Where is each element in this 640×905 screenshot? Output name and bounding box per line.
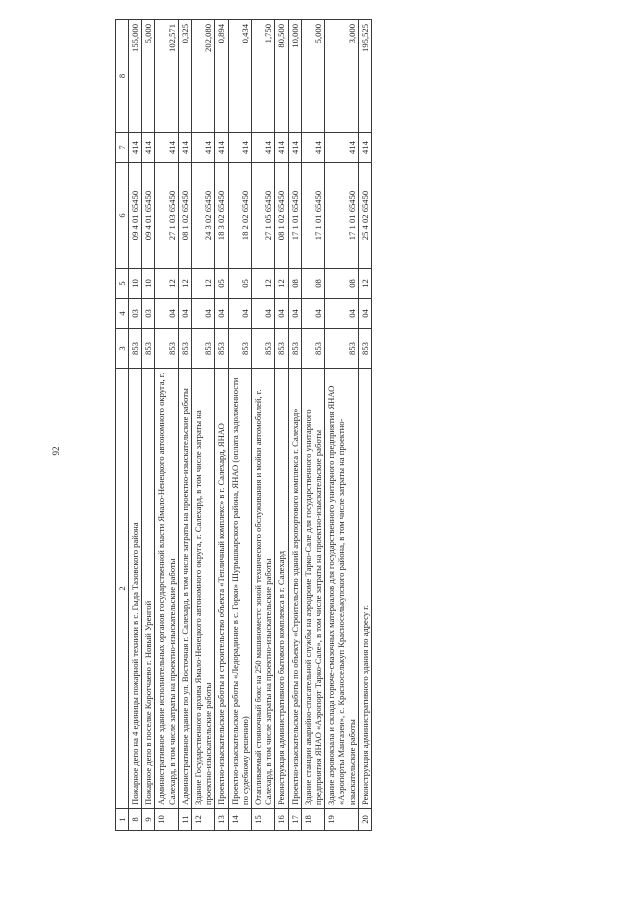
object-name: Административное здание исполнительных органов государственной власти Ямало-Ненецкого автономного округа, г. Салехард, в том числе затраты на проектно-изыскательские работы (155, 369, 178, 809)
amount: 3,000 (325, 20, 359, 133)
subsection-code: 12 (178, 269, 191, 299)
table-row (228, 20, 251, 831)
section-code: 04 (155, 299, 178, 329)
expense-type: 414 (155, 133, 178, 163)
subsection-code: 08 (325, 269, 359, 299)
table-row (301, 20, 324, 831)
expense-type: 414 (228, 133, 251, 163)
subsection-code: 12 (275, 269, 288, 299)
object-name: Проектно-изыскательские работы «Ледорадиние в с. Горки» Шурышкарского района, ЯНАО (оплата задолженности по судебному решению) (228, 369, 251, 809)
budget-table (115, 19, 372, 831)
row-number: 10 (155, 809, 178, 831)
column-number: 1 (116, 809, 129, 831)
department-code: 853 (129, 329, 142, 369)
section-code: 03 (129, 299, 142, 329)
row-number: 20 (358, 809, 371, 831)
column-number: 8 (116, 20, 129, 133)
target-article: 09 4 01 65450 (142, 163, 155, 269)
table-row (178, 20, 191, 831)
amount: 0,434 (228, 20, 251, 133)
table-row (129, 20, 142, 831)
page-number: 92 (51, 446, 61, 456)
object-name: Здание аэровокзала и склада горюче-смазочных материалов для государственного унитарного предприятия ЯНАО «Аэропорты Мангазеи», с. Красноселькуп Красноселькупского района, в том числе затраты на проектно-изыскательские работы (325, 369, 359, 809)
object-name: Проектно-изыскательские работы и строительство объекта «Тепличный комплекс» в г. Салехард, ЯНАО (215, 369, 228, 809)
subsection-code: 10 (129, 269, 142, 299)
table-row (275, 20, 288, 831)
table-row (358, 20, 371, 831)
subsection-code: 12 (252, 269, 275, 299)
target-article: 09 4 01 65450 (129, 163, 142, 269)
object-name: Здание Государственного архива Ямало-Ненецкого автономного округа, г. Салехард, в том числе затраты на проектно-изыскательские работы (192, 369, 215, 809)
section-code: 04 (288, 299, 301, 329)
amount: 195,525 (358, 20, 371, 133)
subsection-code: 12 (192, 269, 215, 299)
expense-type: 414 (215, 133, 228, 163)
department-code: 853 (142, 329, 155, 369)
section-code: 04 (252, 299, 275, 329)
object-name: Пожарное депо в поселке Коротчаево г. Новый Уренгой (142, 369, 155, 809)
column-number: 4 (116, 299, 129, 329)
subsection-code: 12 (155, 269, 178, 299)
target-article: 08 1 02 65450 (178, 163, 191, 269)
subsection-code: 08 (288, 269, 301, 299)
subsection-code: 05 (215, 269, 228, 299)
column-number: 3 (116, 329, 129, 369)
target-article: 18 2 02 65450 (228, 163, 251, 269)
target-article: 27 1 05 65450 (252, 163, 275, 269)
section-code: 03 (142, 299, 155, 329)
target-article: 17 1 01 65450 (288, 163, 301, 269)
row-number: 19 (325, 809, 359, 831)
section-code: 04 (228, 299, 251, 329)
department-code: 853 (288, 329, 301, 369)
object-name: Реконструкция административного здания по адресу г. (358, 369, 371, 809)
subsection-code: 08 (301, 269, 324, 299)
amount: 0,894 (215, 20, 228, 133)
amount: 1,750 (252, 20, 275, 133)
table-row (155, 20, 178, 831)
section-code: 04 (275, 299, 288, 329)
target-article: 25 4 02 65450 (358, 163, 371, 269)
expense-type: 414 (129, 133, 142, 163)
target-article: 17 1 01 65450 (301, 163, 324, 269)
expense-type: 414 (275, 133, 288, 163)
object-name: Административное здание по ул. Восточная г. Салехард, в том числе затраты на проектно-изыскательские работы (178, 369, 191, 809)
section-code: 04 (215, 299, 228, 329)
expense-type: 414 (178, 133, 191, 163)
table-row (142, 20, 155, 831)
expense-type: 414 (252, 133, 275, 163)
table-row (325, 20, 359, 831)
column-number: 7 (116, 133, 129, 163)
target-article: 08 1 02 65450 (275, 163, 288, 269)
table-row (192, 20, 215, 831)
row-number: 14 (228, 809, 251, 831)
object-name: Отапливаемый стояночный бокс на 250 машиноместс зоной технического обслуживания и мойки автомобилей, г. Салехард, в том числе затраты на проектно-изыскательские работы (252, 369, 275, 809)
row-number: 11 (178, 809, 191, 831)
department-code: 853 (325, 329, 359, 369)
row-number: 9 (142, 809, 155, 831)
amount: 155,000 (129, 20, 142, 133)
object-name: Проектно-изыскательские работы по объекту «Строительство зданий аэропортового комплекса г. Салехард» (288, 369, 301, 809)
column-number-row (116, 20, 129, 831)
section-code: 04 (301, 299, 324, 329)
amount: 0,325 (178, 20, 191, 133)
department-code: 853 (301, 329, 324, 369)
section-code: 04 (192, 299, 215, 329)
expense-type: 414 (325, 133, 359, 163)
department-code: 853 (178, 329, 191, 369)
rotated-page-content (115, 20, 525, 831)
column-number: 5 (116, 269, 129, 299)
row-number: 8 (129, 809, 142, 831)
row-number: 13 (215, 809, 228, 831)
section-code: 04 (358, 299, 371, 329)
amount: 10,000 (288, 20, 301, 133)
department-code: 853 (275, 329, 288, 369)
target-article: 17 1 01 65450 (325, 163, 359, 269)
expense-type: 414 (142, 133, 155, 163)
object-name: Пожарное депо на 4 единицы пожарной техники в с. Гыда Тазовского района (129, 369, 142, 809)
expense-type: 414 (358, 133, 371, 163)
subsection-code: 10 (142, 269, 155, 299)
object-name: Реконструкция административного бытового комплекса в г. Салехард (275, 369, 288, 809)
row-number: 17 (288, 809, 301, 831)
department-code: 853 (228, 329, 251, 369)
section-code: 04 (325, 299, 359, 329)
row-number: 16 (275, 809, 288, 831)
object-name: Здание станции аварийно-спасательной службы на аэродроме Тарко-Сале для государственного унитарного предприятия ЯНАО «Аэропорт Тарко-Сале», в том числе затраты на проектно-изыскательские работы (301, 369, 324, 809)
department-code: 853 (192, 329, 215, 369)
target-article: 18 3 02 65450 (215, 163, 228, 269)
table-row (288, 20, 301, 831)
target-article: 27 1 03 65450 (155, 163, 178, 269)
subsection-code: 05 (228, 269, 251, 299)
amount: 5,000 (301, 20, 324, 133)
expense-type: 414 (192, 133, 215, 163)
department-code: 853 (358, 329, 371, 369)
row-number: 15 (252, 809, 275, 831)
column-number: 6 (116, 163, 129, 269)
table-row (215, 20, 228, 831)
expense-type: 414 (288, 133, 301, 163)
department-code: 853 (252, 329, 275, 369)
amount: 80,500 (275, 20, 288, 133)
target-article: 24 3 02 65450 (192, 163, 215, 269)
row-number: 12 (192, 809, 215, 831)
subsection-code: 12 (358, 269, 371, 299)
amount: 102,571 (155, 20, 178, 133)
amount: 202,080 (192, 20, 215, 133)
department-code: 853 (155, 329, 178, 369)
row-number: 18 (301, 809, 324, 831)
section-code: 04 (178, 299, 191, 329)
column-number: 2 (116, 369, 129, 809)
table-row (252, 20, 275, 831)
expense-type: 414 (301, 133, 324, 163)
amount: 5,000 (142, 20, 155, 133)
department-code: 853 (215, 329, 228, 369)
